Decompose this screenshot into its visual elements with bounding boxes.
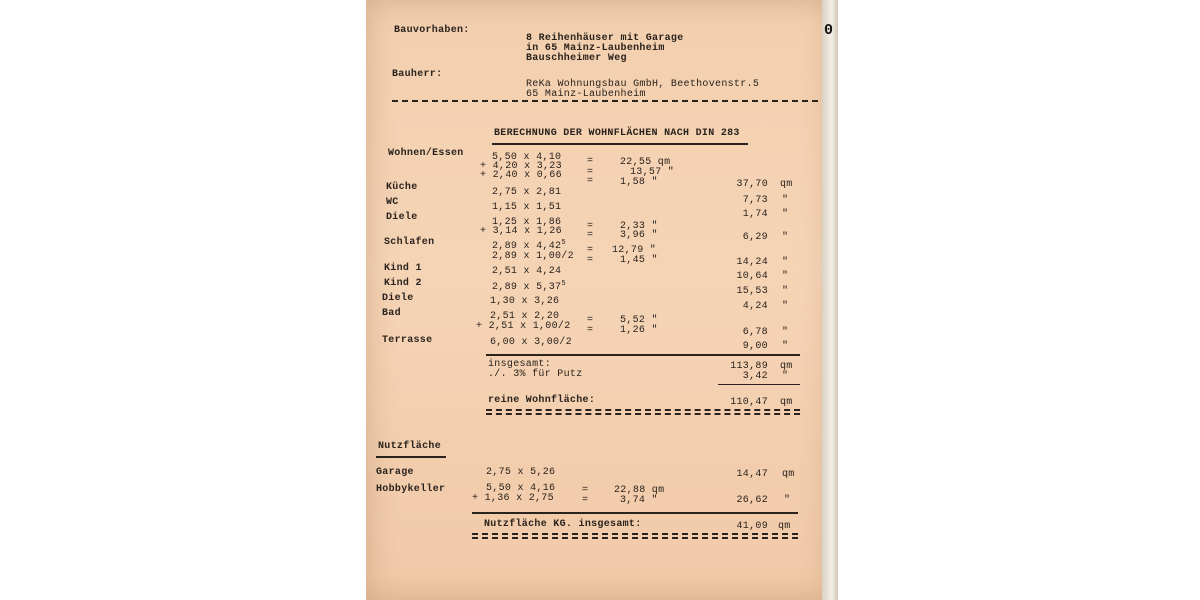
hobbykeller-total: 26,62 (736, 495, 768, 506)
title-underline (492, 143, 748, 145)
bad-equals-2: = (587, 325, 594, 336)
insgesamt-value: 113,89 (730, 361, 768, 372)
wohnen-value-1: 22,55 qm (620, 157, 671, 168)
nutzflaeche-heading: Nutzfläche (378, 441, 442, 452)
reine-rule-1 (486, 409, 800, 411)
bauvorhaben-line-3: Bauschheimer Weg (526, 53, 627, 64)
sum-rule (486, 354, 800, 356)
diele-equals-2: = (587, 230, 594, 241)
schlafen-total-2: 14,24 (736, 257, 768, 268)
hobbykeller-dim-2: + 1,36 x 2,75 (472, 493, 554, 504)
diele-value-2: 3,96 " (620, 230, 658, 241)
schlafen-ditto-2: " (782, 257, 789, 268)
wohnen-equals-1: = (587, 156, 594, 167)
bad-dim-1: 2,51 x 2,20 (490, 311, 560, 322)
bauherr-line-2: 65 Mainz-Laubenheim (526, 89, 646, 100)
bauvorhaben-line-1: 8 Reihenhäuser mit Garage (526, 33, 684, 44)
kind-2-ditto: " (782, 286, 789, 297)
schlafen-total-1: 6,29 (742, 232, 768, 243)
diele-equals-1: = (587, 221, 594, 232)
diele-dim-1: 1,25 x 1,86 (492, 217, 562, 228)
schlafen-value-2: 1,45 " (620, 255, 658, 266)
kind-1-total: 10,64 (736, 271, 768, 282)
page-title: BERECHNUNG DER WOHNFLÄCHEN NACH DIN 283 (494, 128, 740, 139)
schlafen-value-1: 12,79 " (612, 245, 657, 256)
room-label-hobbykeller: Hobbykeller (376, 484, 446, 495)
diele-value-1: 2,33 " (620, 221, 658, 232)
room-label-garage: Garage (376, 467, 414, 478)
room-label-diele: Diele (386, 212, 418, 223)
wohnen-value-2: 13,57 " (630, 167, 675, 178)
diele-dim-2: + 3,14 x 1,26 (480, 226, 562, 237)
wohnen-dim-1: 5,50 x 4,10 (492, 152, 562, 163)
hobbykeller-value-1: 22,88 qm (614, 485, 665, 496)
hobbykeller-equals-1: = (582, 485, 589, 496)
diele-2-ditto: " (782, 301, 789, 312)
diele-2-dim: 1,30 x 3,26 (490, 296, 560, 307)
wohnen-dim-3: + 2,40 x 0,66 (480, 170, 562, 181)
bad-total: 6,78 (742, 327, 768, 338)
garage-total: 14,47 (736, 469, 768, 480)
bauvorhaben-label: Bauvorhaben: (394, 25, 470, 36)
hobbykeller-dim-1: 5,50 x 4,16 (486, 483, 556, 494)
reine-wohnflaeche-unit: qm (780, 397, 793, 408)
room-label-terrasse: Terrasse (382, 335, 433, 346)
bauherr-line-1: ReKa Wohnungsbau GmbH, Beethovenstr.5 (526, 79, 760, 90)
reine-rule-2 (486, 413, 800, 415)
bad-equals-1: = (587, 315, 594, 326)
schlafen-equals-1: = (587, 245, 594, 256)
diele-2-total: 4,24 (742, 301, 768, 312)
room-label-kind-1: Kind 1 (384, 263, 422, 274)
nutzflaeche-kg-total: 41,09 (736, 521, 768, 532)
room-label-schlafen: Schlafen (384, 237, 435, 248)
garage-dim: 2,75 x 5,26 (486, 467, 556, 478)
kueche-total: 37,70 (736, 179, 768, 190)
adjacent-page-edge (822, 0, 838, 600)
putz-label: ./. 3% für Putz (488, 369, 583, 380)
wc-dim: 1,15 x 1,51 (492, 202, 562, 213)
kueche-unit: qm (780, 179, 793, 190)
wohnen-equals-2: = (587, 167, 594, 178)
kind-1-dim: 2,51 x 4,24 (492, 266, 562, 277)
terrasse-total: 9,00 (742, 341, 768, 352)
reine-wohnflaeche-value: 110,47 (730, 397, 768, 408)
schlafen-dim-1: 2,89 x 4,42$^5$ (492, 239, 566, 252)
kg-rule-2 (472, 537, 798, 539)
room-label-kind-2: Kind 2 (384, 278, 422, 289)
nutzflaeche-underline (376, 456, 446, 458)
nutzflaeche-kg-label: Nutzfläche KG. insgesamt: (484, 519, 642, 530)
bauvorhaben-line-2: in 65 Mainz-Laubenheim (526, 43, 665, 54)
terrasse-ditto: " (782, 341, 789, 352)
kueche-dim: 2,75 x 2,81 (492, 187, 562, 198)
hobbykeller-ditto: " (784, 495, 791, 506)
hobbykeller-equals-2: = (582, 495, 589, 506)
kind-2-total: 15,53 (736, 286, 768, 297)
room-label-wohnen: Wohnen/Essen (388, 148, 464, 159)
terrasse-dim: 6,00 x 3,00/2 (490, 337, 572, 348)
bad-dim-2: + 2,51 x 1,00/2 (476, 321, 571, 332)
wc-total: 7,73 (742, 195, 768, 206)
kg-sum-rule (472, 512, 798, 514)
schlafen-equals-2: = (587, 255, 594, 266)
schlafen-ditto-1: " (782, 232, 789, 243)
adjacent-page-mark: 0 (824, 22, 834, 39)
room-label-diele-2: Diele (382, 293, 414, 304)
kind-1-ditto: " (782, 271, 789, 282)
kind-2-dim: 2,89 x 5,37$^5$ (492, 280, 566, 293)
room-label-kueche: Küche (386, 182, 418, 193)
reine-wohnflaeche-label: reine Wohnfläche: (488, 395, 596, 406)
bauherr-label: Bauherr: (392, 69, 443, 80)
diele-ditto: " (782, 209, 789, 220)
insgesamt-unit: qm (780, 361, 793, 372)
nutzflaeche-kg-unit: qm (778, 521, 791, 532)
bad-value-2: 1,26 " (620, 325, 658, 336)
putz-ditto: " (782, 371, 789, 382)
wc-ditto: " (782, 195, 789, 206)
room-label-wc: WC (386, 197, 399, 208)
kg-rule-1 (472, 533, 798, 535)
diele-total: 1,74 (742, 209, 768, 220)
wohnen-equals-3: = (587, 176, 594, 187)
header-divider (392, 100, 818, 102)
putz-value: 3,42 (742, 371, 768, 382)
insgesamt-label: insgesamt: (488, 359, 552, 370)
hobbykeller-value-2: 3,74 " (620, 495, 658, 506)
putz-rule (718, 384, 800, 385)
room-label-bad: Bad (382, 308, 401, 319)
garage-unit: qm (782, 469, 795, 480)
schlafen-dim-2: 2,89 x 1,00/2 (492, 251, 574, 262)
wohnen-value-3: 1,58 " (620, 177, 658, 188)
wohnen-dim-2: + 4,20 x 3,23 (480, 161, 562, 172)
bad-ditto: " (782, 327, 789, 338)
bad-value-1: 5,52 " (620, 315, 658, 326)
